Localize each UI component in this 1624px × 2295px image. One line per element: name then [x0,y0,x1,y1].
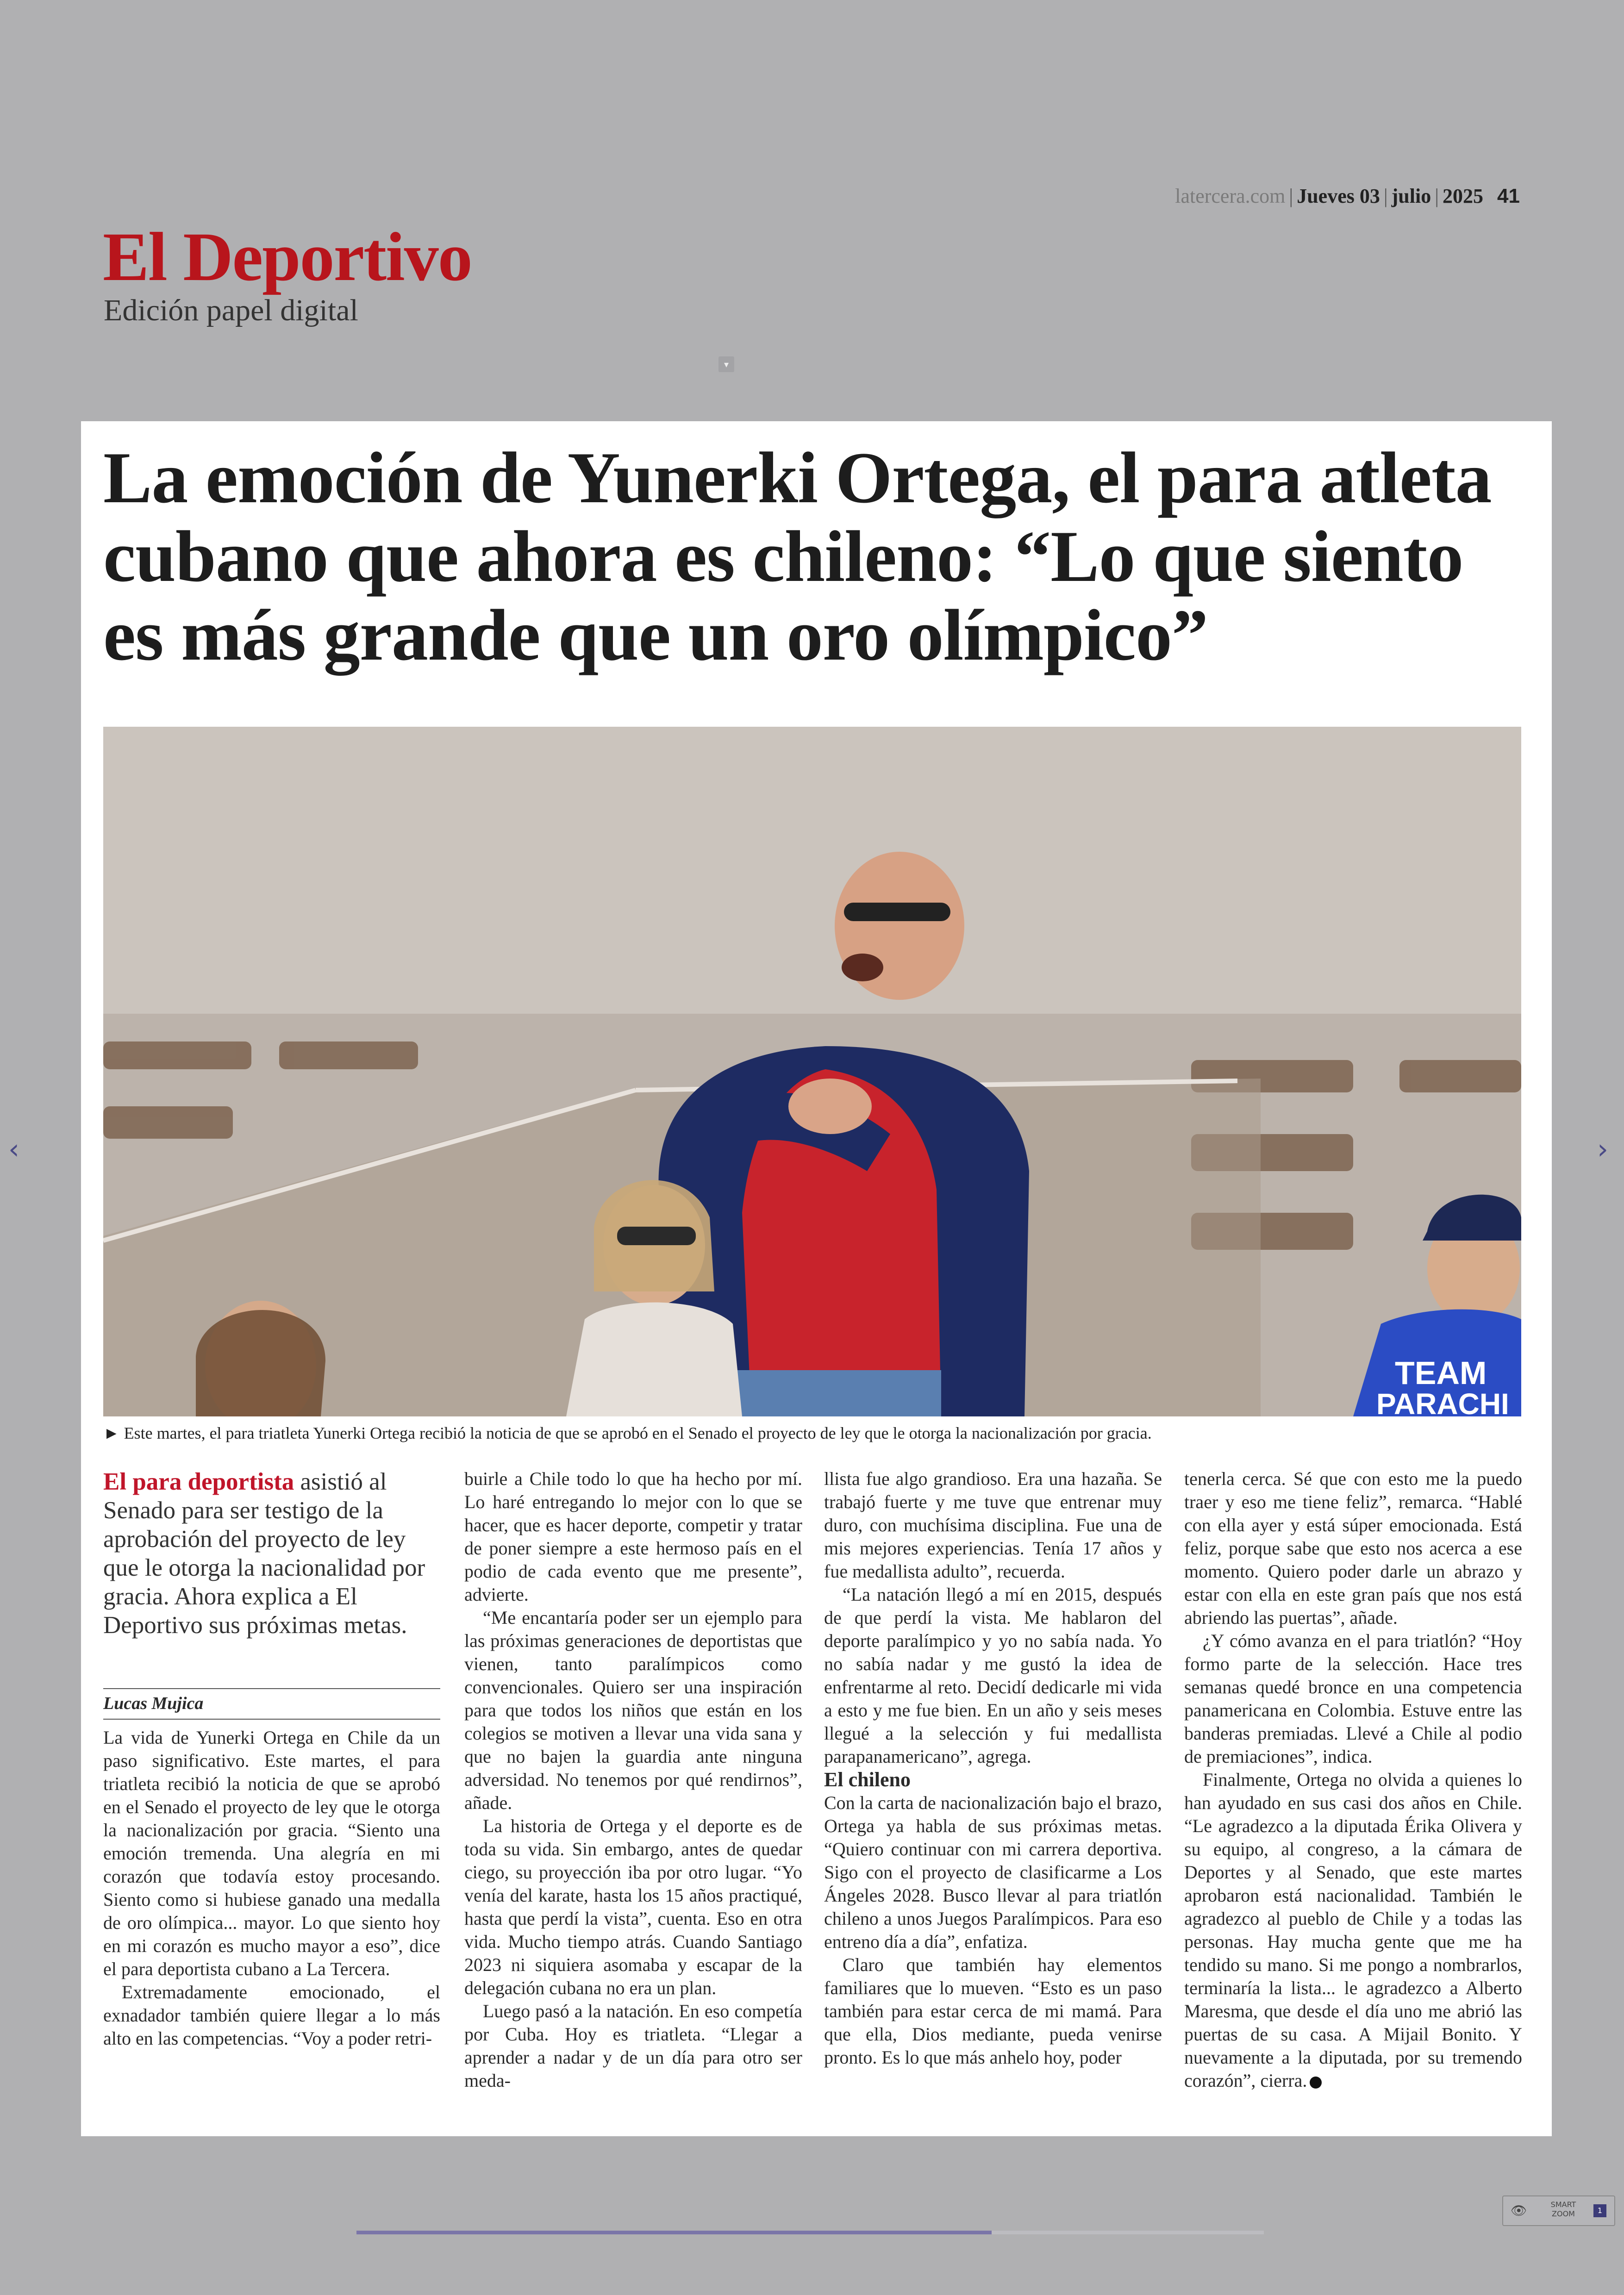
page-handle-icon[interactable]: ▾ [718,356,734,372]
smart-zoom-page-icon: 1 [1593,2204,1606,2217]
section-subtitle: Edición papel digital [104,293,358,327]
paragraph: Extremadamente emocionado, el exnadador también quiere llegar a lo más alto en las competencias. “Voy a poder retri- [103,1982,440,2049]
paragraph: Luego pasó a la natación. En eso competía por Cuba. Hoy es triatleta. “Llegar a aprender a nadar y de un día para otro ser meda- [464,2001,802,2091]
site-name: latercera.com [1175,185,1286,207]
paragraph: La historia de Ortega y el deporte es de toda su vida. Sin embargo, antes de quedar ciego, su proyección iba por otro lugar. “Yo venía del karate, hasta los 15 años practiqué, hasta que perdí la vista”, cuenta. Eso en otra vida. Mucho tiempo atrás. Cuando Santiago 2023 ni siquiera asomaba y escapar de la delegación cubana no era un plan. [464,1815,802,1998]
header-year: 2025 [1443,185,1484,207]
byline: Lucas Mujica [103,1689,440,1720]
page-progress-fill[interactable] [356,2231,992,2234]
end-mark-icon [1310,2077,1322,2089]
newspaper-page [81,421,1552,2136]
article-lead [103,1467,440,1640]
article-column-2 [464,1467,802,2092]
jacket-text-team: TEAM [1395,1355,1487,1391]
section-title: El Deportivo [103,218,472,295]
eye-icon: 👁 [1511,2203,1527,2218]
page-header-meta: latercera.com | Jueves 03 | julio | 2025 41 [1175,185,1520,207]
page-number: 41 [1497,185,1520,207]
photo-caption: ► Este martes, el para triatleta Yunerki Ortega recibió la noticia de que se aprobó en el Senado el proyecto de ley que le otorga la nacionalización por gracia. [103,1424,1152,1442]
lead-text: asistió al Senado para ser testigo de la aprobación del proyecto de ley que le otorga la nacionalidad por gracia. Ahora explica a El Deportivo sus próximas metas. [103,1468,425,1639]
chevron-right-icon[interactable]: › [1597,1133,1608,1166]
paragraph: Con la carta de nacionalización bajo el brazo, Ortega ya habla de sus próximas metas. “Quiero continuar con mi carrera deportiva. Sigo con el proyecto de clasificarme a Los Ángeles 2028. Busco llevar al para triatlón chileno a unos Juegos Paralímpicos. Para eso entreno día a día”, enfatiza. [824,1792,1162,1952]
article-headline: La emoción de Yunerki Ortega, el para atleta cubano que ahora es chileno: “Lo que siento es más grande que un oro olímpico” [103,437,1492,676]
smart-zoom-button[interactable] [1502,2195,1615,2226]
paragraph: tenerla cerca. Sé que con esto me la puedo traer y eso me tiene feliz”, remarca. “Hablé con ella ayer y está súper emocionada. Está feliz, porque sabe que esto nos acerca a ese momento. Quiero poder darle un abrazo y estar con ella en este gran país que nos está abriendo las puertas”, añade. [1184,1468,1522,1628]
paragraph: La vida de Yunerki Ortega en Chile da un paso significativo. Este martes, el para triatleta recibió la noticia de que se aprobó en el Senado el proyecto de ley que le otorga la nacionalización por gracia. “Siento una emoción tremenda. Una alegría en mi corazón que todavía estoy procesando. Siento como si hubiese ganado una medalla de oro olímpica... mayor. Lo que siento hoy en mi corazón es mucho mayor a eso”, dice el para deportista cubano a La Tercera. [103,1727,440,1979]
paragraph: “Me encantaría poder ser un ejemplo para las próximas generaciones de deportistas que vienen, tanto paralímpicos como convencionales. Quiero ser una inspiración para que todos los niños que están en los colegios se motiven a llevar una vida sana y que no bajen la guardia ante ninguna adversidad. No tenemos por qué rendirnos”, añade. [464,1607,802,1813]
header-day: Jueves 03 [1297,185,1380,207]
article-photo [103,727,1521,1416]
paragraph: llista fue algo grandioso. Era una hazaña. Se trabajó fuerte y me tuve que entrenar muy duro, con muchísima disciplina. Fue una de mis mejores experiencias. Tenía 17 años y fue medallista adulto”, recuerda. [824,1468,1162,1582]
lead-highlight: El para deportista [103,1468,294,1495]
paragraph: ¿Y cómo avanza en el para triatlón? “Hoy formo parte de la selección. Hace tres semanas quedé bronce en una competencia panamericana en Colombia. Estuve entre las banderas premiadas. Llevé a Chile al podio de premiaciones”, indica. [1184,1630,1522,1767]
chevron-left-icon[interactable]: ‹ [8,1133,19,1166]
article-column-1 [103,1467,440,2050]
paragraph: buirle a Chile todo lo que ha hecho por mí. Lo haré entregando lo mejor con lo que se hacer, que es hacer deporte, competir y tratar de poner siempre a este hermoso país en el podio de cada evento que me presente”, advierte. [464,1468,802,1605]
paragraph: Claro que también hay elementos familiares que lo mueven. “Esto es un paso también para estar cerca de mi mamá. Para que ella, Dios mediante, pueda venirse pronto. Es lo que más anhelo hoy, poder [824,1954,1162,2068]
article-column-4 [1184,1467,1522,2092]
smart-zoom-label: SMART ZOOM [1550,2200,1576,2218]
paragraph [1184,1768,1522,2092]
article-column-3 [824,1467,1162,2069]
subheading: El chileno [824,1768,911,1791]
jacket-text-parachi: PARACHI [1376,1387,1509,1416]
paragraph-text: Finalmente, Ortega no olvida a quienes lo han ayudado en sus casi dos años en Chile. “Le agradezco a la diputada Érika Olivera y su equipo, al congreso, a la cámara de Deportes y al Senado, que este martes aprobaron está nacionalidad. También le agradezco al pueblo de Chile y a todas las personas. Hay mucha gente que me ha tendido su mano. Si me pongo a nombrarlos, terminaría la lista... le agradezco a Alberto Maresma, que desde el día uno me abrió las puertas de su casa. A Mijail Bonito. Y nuevamente a la diputada, por su tremendo corazón”, cierra. [1184,1769,1522,2091]
paragraph: “La natación llegó a mí en 2015, después de que perdí la vista. Me hablaron del deporte paralímpico y yo no sabía nada. Yo no sabía nadar y me gustó la idea de enfrentarme al reto. Decidí dedicarle mi vida a esto y me fue bien. En un año y seis meses llegué a la selección y fui medallista parapanamericano”, agrega. [824,1584,1162,1767]
header-month: julio [1391,185,1431,207]
